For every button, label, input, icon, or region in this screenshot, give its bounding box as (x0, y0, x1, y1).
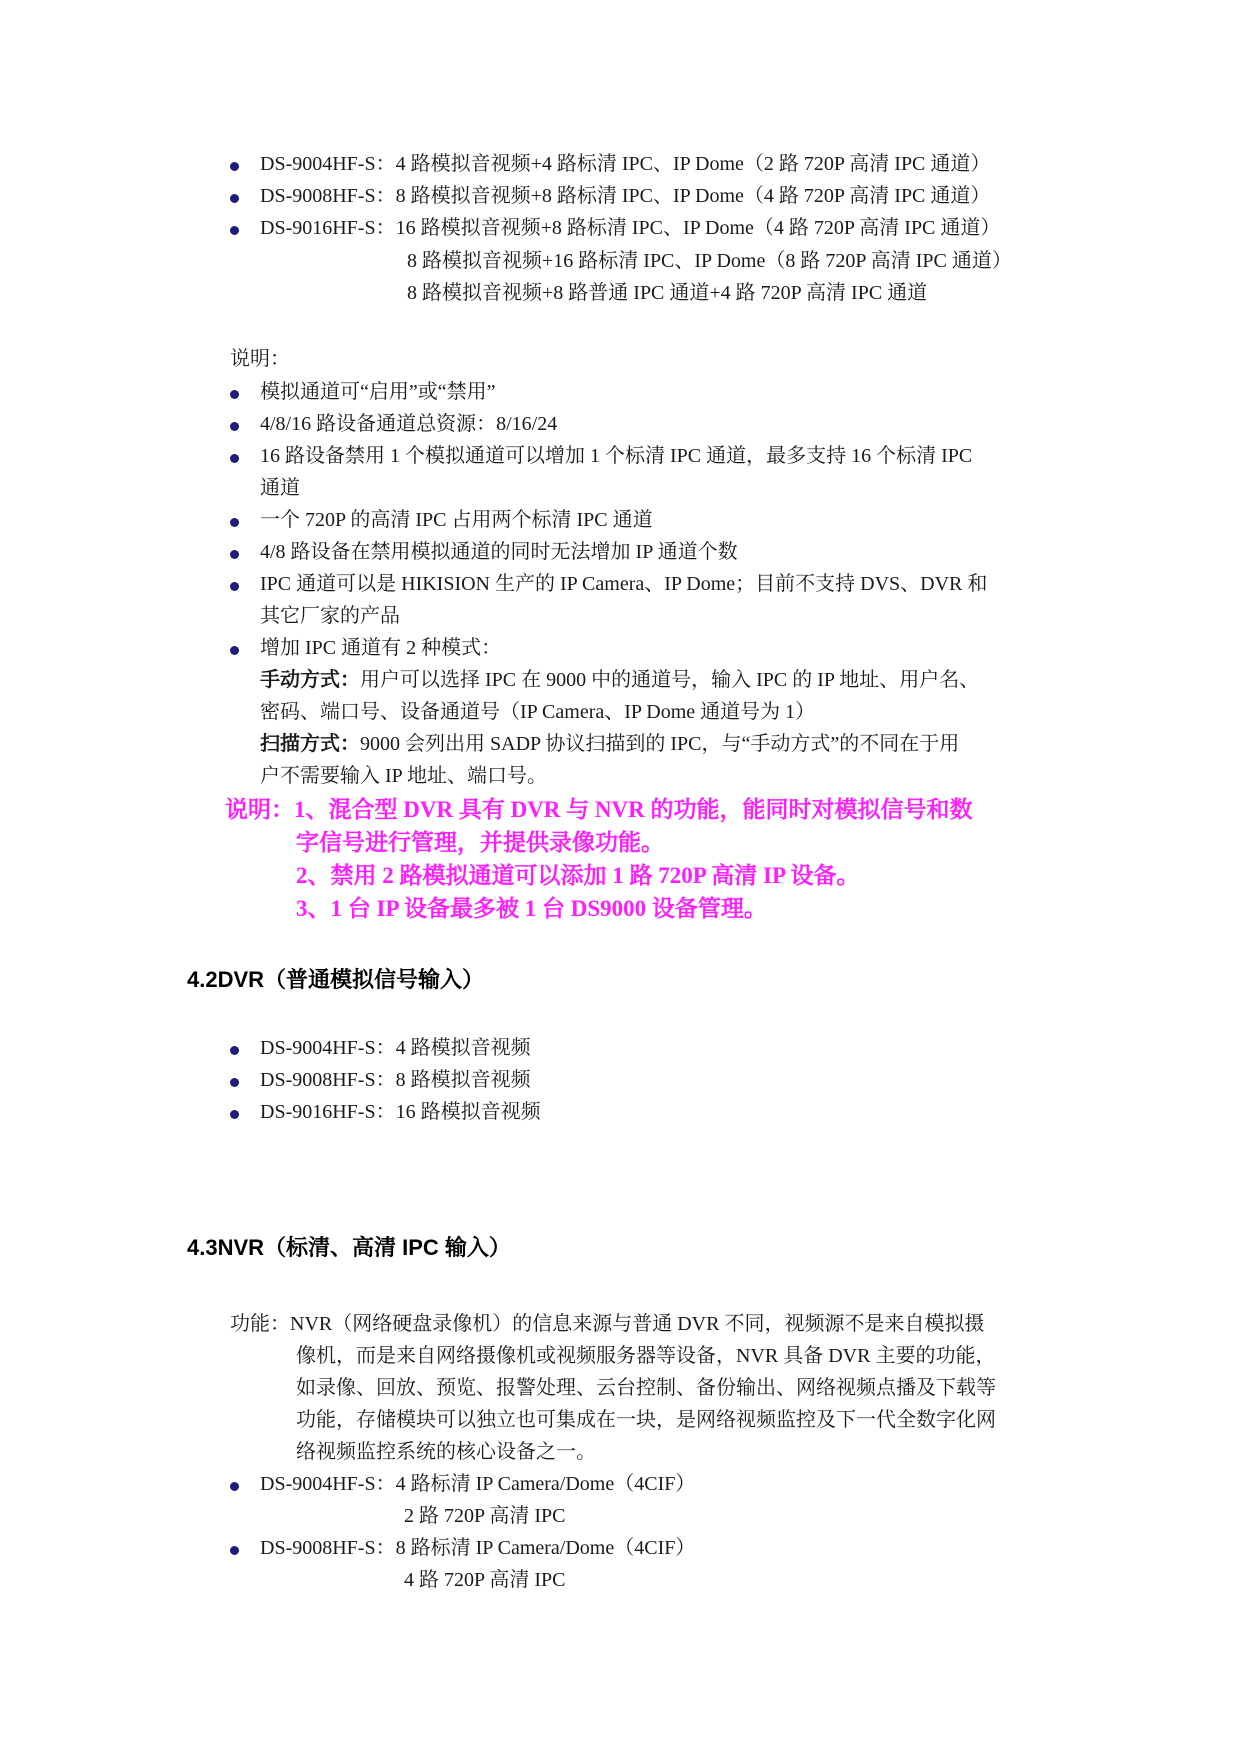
model-name: DS-9008HF-S： (260, 185, 396, 207)
list-item (260, 183, 990, 209)
list-item: IPC 通道可以是 HIKISION 生产的 IP Camera、IP Dome；目前不支持 DVS、DVR 和 (260, 573, 988, 595)
bullet-icon (230, 518, 239, 527)
bullet-icon (230, 1110, 239, 1119)
bullet-icon (230, 646, 239, 655)
list-item-continuation: 8 路模拟音视频+8 路普通 IPC 通道+4 路 720P 高清 IPC 通道 (407, 282, 928, 304)
bullet-icon (230, 550, 239, 559)
list-item-continuation: 8 路模拟音视频+16 路标清 IPC、IP Dome（8 路 720P 高清 IPC 通道） (407, 250, 1012, 272)
scan-mode-continuation: 户不需要输入 IP 地址、端口号。 (260, 765, 548, 787)
list-item: DS-9004HF-S：4 路模拟音视频 (260, 1037, 531, 1059)
bullet-icon (230, 1482, 239, 1491)
list-item: 4/8/16 路设备通道总资源：8/16/24 (260, 413, 558, 435)
bullet-icon (230, 422, 239, 431)
function-text: 络视频监控系统的核心设备之一。 (296, 1441, 596, 1463)
bullet-icon (230, 454, 239, 463)
list-item-continuation: 通道 (260, 477, 300, 499)
list-item-continuation: 4 路 720P 高清 IPC (404, 1569, 566, 1591)
manual-mode-label: 手动方式： (260, 669, 360, 691)
model-desc: 16 路模拟音视频+8 路标清 IPC、IP Dome（4 路 720P 高清 IPC 通道） (395, 217, 1001, 239)
bullet-icon (230, 226, 239, 235)
list-item (260, 151, 990, 177)
manual-mode-continuation: 密码、端口号、设备通道号（IP Camera、IP Dome 通道号为 1） (260, 701, 816, 723)
bullet-icon (230, 582, 239, 591)
function-text: 如录像、回放、预览、报警处理、云台控制、备份输出、网络视频点播及下载等 (296, 1377, 996, 1399)
bullet-icon (230, 162, 239, 171)
bullet-icon (230, 194, 239, 203)
bullet-icon (230, 390, 239, 399)
function-text: 像机，而是来自网络摄像机或视频服务器等设备，NVR 具备 DVR 主要的功能， (296, 1345, 996, 1367)
model-desc: 8 路模拟音视频+8 路标清 IPC、IP Dome（4 路 720P 高清 IPC 通道） (395, 185, 991, 207)
list-item: 一个 720P 的高清 IPC 占用两个标清 IPC 通道 (260, 509, 653, 531)
highlight-note-line: 说明：1、混合型 DVR 具有 DVR 与 NVR 的功能，能同时对模拟信号和数 (225, 797, 973, 822)
section-heading: 4.2DVR（普通模拟信号输入） (187, 967, 485, 992)
highlight-note-line: 3、1 台 IP 设备最多被 1 台 DS9000 设备管理。 (296, 896, 767, 921)
highlight-note-line: 字信号进行管理，并提供录像功能。 (296, 830, 664, 855)
model-desc: 4 路模拟音视频+4 路标清 IPC、IP Dome（2 路 720P 高清 IPC 通道） (395, 153, 991, 175)
list-item: 增加 IPC 通道有 2 种模式： (260, 637, 502, 659)
list-item-continuation: 其它厂家的产品 (260, 605, 400, 627)
list-item (260, 215, 1000, 241)
bullet-icon (230, 1546, 239, 1555)
scan-mode-label: 扫描方式： (260, 733, 360, 755)
manual-mode-text: 用户可以选择 IPC 在 9000 中的通道号，输入 IPC 的 IP 地址、用户名、 (360, 669, 980, 691)
bullet-icon (230, 1078, 239, 1087)
list-item: DS-9016HF-S：16 路模拟音视频 (260, 1101, 541, 1123)
list-item: 16 路设备禁用 1 个模拟通道可以增加 1 个标清 IPC 通道，最多支持 16 个标清 IPC (260, 445, 973, 467)
scan-mode-text: 9000 会列出用 SADP 协议扫描到的 IPC，与“手动方式”的不同在于用 (360, 733, 960, 755)
function-text: 功能，存储模块可以独立也可集成在一块，是网络视频监控及下一代全数字化网 (296, 1409, 996, 1431)
section-heading: 4.3NVR（标清、高清 IPC 输入） (187, 1235, 511, 1260)
manual-mode-line (260, 667, 979, 693)
list-item: DS-9004HF-S：4 路标清 IP Camera/Dome（4CIF） (260, 1473, 696, 1495)
model-name: DS-9016HF-S： (260, 217, 396, 239)
model-name: DS-9004HF-S： (260, 153, 396, 175)
function-text: 功能：NVR（网络硬盘录像机）的信息来源与普通 DVR 不同，视频源不是来自模拟摄 (230, 1313, 985, 1335)
bullet-icon (230, 1046, 239, 1055)
list-item: DS-9008HF-S：8 路标清 IP Camera/Dome（4CIF） (260, 1537, 696, 1559)
notes-label: 说明： (230, 348, 290, 370)
list-item: DS-9008HF-S：8 路模拟音视频 (260, 1069, 531, 1091)
list-item: 模拟通道可“启用”或“禁用” (260, 381, 496, 403)
highlight-note-line: 2、禁用 2 路模拟通道可以添加 1 路 720P 高清 IP 设备。 (296, 863, 860, 888)
list-item-continuation: 2 路 720P 高清 IPC (404, 1505, 566, 1527)
scan-mode-line (260, 731, 959, 757)
list-item: 4/8 路设备在禁用模拟通道的同时无法增加 IP 通道个数 (260, 541, 738, 563)
